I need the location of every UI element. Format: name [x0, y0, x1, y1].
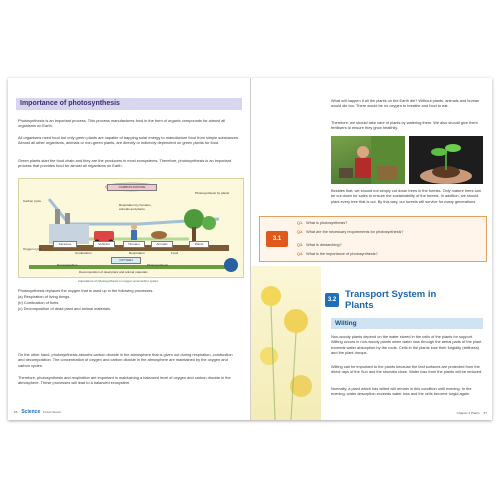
body-paragraph: Green plants start the food chain and they are the producers in most ecosystems. Therefore, photosynthesis is an important process that provides food for almost all organisms on Earth.: [18, 158, 231, 169]
photosynthesis-by-plants-label: Photosynthesis by plants: [195, 191, 230, 195]
textbook-spread: [8, 78, 492, 420]
animals-box: Animals: [151, 241, 173, 248]
footer-sub: Focus Smart: [43, 410, 61, 414]
page-number: 57: [483, 411, 487, 415]
body-paragraph: Therefore, we should take care of plants by watering them. We also should give them fertilisers to ensure they grow healthily.: [331, 120, 478, 131]
oxygen-cycle-label: Oxygen cycle: [23, 247, 42, 251]
body-paragraph: On the other hand, photosynthesis absorbs carbon dioxide in the atmosphere that is given out during respiration, combustion and decomposition. The concentration of oxygen and carbon dioxide in the atmosphere are maintained by the oxygen and carbon cycles.: [18, 352, 233, 368]
section-heading: Importance of photosynthesis: [16, 98, 242, 110]
body-paragraph: Normally, a plant which has wilted will remain in this condition until evening. In the evening, water absorption exceeds water loss and the cells become turgid again.: [331, 386, 472, 397]
body-paragraph: What will happen if all the plants on the Earth die? Without plants, animals and human would die too. There would be no oxygen to breathe and food to eat.: [331, 98, 480, 109]
body-paragraph: Besides that, we should not simply cut down trees in the forests. Only mature trees can be cut down for sales to ensure the sustainability of the forests. In addition, we should plant every tree that is cut. By this way, our forests will survive for many generations.: [331, 188, 481, 204]
seedling-illustration: [409, 136, 483, 184]
section-title: Transport System in Plants: [345, 289, 437, 311]
questions-box: [259, 216, 487, 262]
body-paragraph: Wilting can be important to the plants because the leaf surfaces are protected from the direct rays of the Sun and the stomata close. Water loss from the plants will be reduced.: [331, 364, 483, 375]
combustion-label: Combustion: [75, 251, 92, 255]
plants-box: Plants: [189, 241, 209, 248]
gardener-illustration: [331, 136, 405, 184]
photosynthesis-cycle-diagram: [18, 178, 244, 278]
body-paragraph: Non-woody plants depend on the water stored in the cells of the plants for support. Wilting occurs in non-woody plants when water loss through the aerial parts of the plant exceeds water absorption by the roots. Cells in the plants lose their turgidity (stiffness) and the plant droops.: [331, 334, 482, 356]
footer-brand: Science: [21, 409, 41, 415]
body-paragraph: Therefore, photosynthesis and respiration are important in maintaining a balanced level of oxygen and carbon dioxide in the atmosphere. These processes will lead to a balanced ecosystem.: [18, 375, 231, 386]
carbon-cycle-label: Carbon cycle: [23, 199, 42, 203]
gardener-photo: [331, 136, 405, 184]
right-footer: [457, 411, 487, 415]
list-intro: Photosynthesis replaces the oxygen that is used up in the following processes.: [18, 288, 154, 293]
decomposition-of-dead-label: Decomposition of dead plant and animal materials: [79, 270, 148, 274]
oxygen-label: OXYGEN: [111, 257, 141, 264]
decomposition-label: Decomposition: [57, 263, 78, 267]
respiration-label: Respiration: [129, 251, 145, 255]
right-page: [250, 78, 492, 420]
footer-label: Chapter 3 Plants: [456, 411, 480, 415]
question-item: Q4. What is the importance of photosynthesis?: [297, 252, 378, 256]
seedling-hands-photo: [409, 136, 483, 184]
list-item: (c) Decomposition of dead plant and animal materials.: [18, 306, 111, 311]
flower-illustration: [251, 266, 321, 420]
list-item: (b) Combustion of fuels.: [18, 300, 60, 305]
respiration-by-humans-label: Respiration by humans, animals and plants: [119, 203, 152, 211]
humans-box: Humans: [123, 241, 145, 248]
list-item: (a) Respiration of living things.: [18, 294, 71, 299]
diagram-caption: Importance of photosynthesis in oxygen and carbon cycles: [78, 279, 159, 283]
left-page: [8, 78, 250, 420]
question-item: Q2. What are the necessary requirements for photosynthesis?: [297, 230, 404, 234]
flower-decoration: [251, 266, 321, 420]
vehicles-box: Vehicles: [93, 241, 115, 248]
section-number: 3.2: [325, 293, 339, 307]
photosynthesis-label: Photosynthesis: [147, 263, 168, 267]
body-paragraph: All organisms need food but only green plants are capable of trapping solar energy to manufacture food from simple substances. Almost all other organisms, animals or non-green plants, are directly or indirectly dependent on green plants for food.: [18, 135, 240, 146]
factories-box: Factories: [53, 241, 77, 248]
page-number: 56: [14, 410, 18, 414]
food-label: Food: [171, 251, 179, 255]
left-footer: [14, 409, 61, 415]
question-item: Q3. What is destarching?: [297, 243, 342, 247]
questions-badge: 3.1: [266, 231, 288, 247]
question-item: Q1. What is photosynthesis?: [297, 221, 348, 225]
carbon-dioxide-label: CARBON DIOXIDE: [107, 184, 157, 191]
wilting-heading: Wilting: [331, 318, 483, 329]
intro-paragraph: Photosynthesis is an important process. This process manufactures food in the form of organic compounds for almost all organisms on Earth.: [18, 118, 226, 129]
